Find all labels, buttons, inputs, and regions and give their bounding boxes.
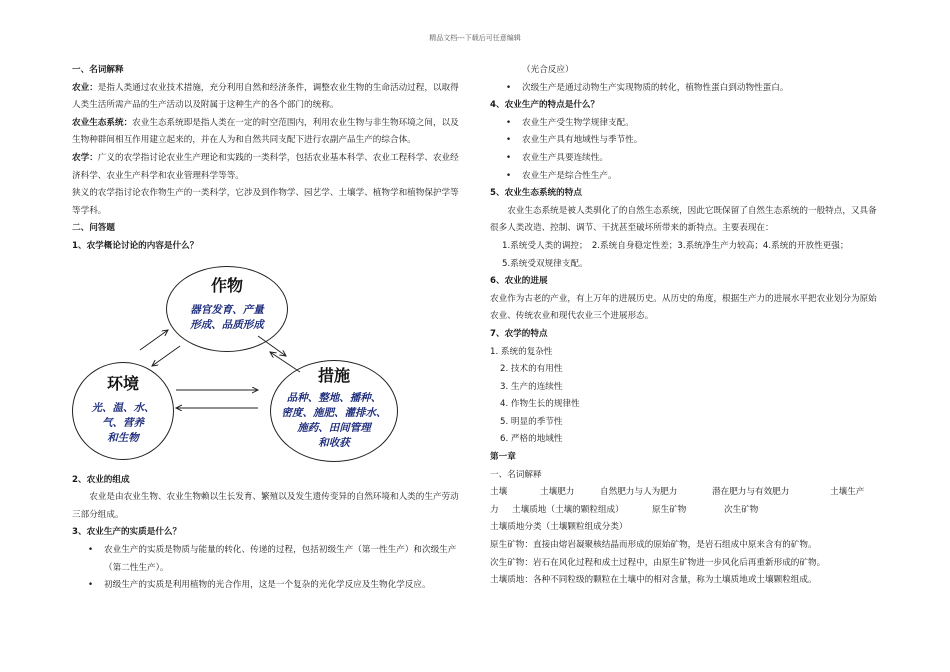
crop-title: 作物 <box>210 275 243 295</box>
measures-body-3: 施药、田间管理 <box>297 421 371 434</box>
definition-primary-mineral: 原生矿物：直接由熔岩凝聚核结晶而形成的原始矿物，是岩石组成中原来含有的矿物。 <box>490 540 817 551</box>
answer-5-paragraph: 农业生态系统是被人类驯化了的自然生态系统，因此它既保留了自然生态系统的一般特点，又具备很多人类改造、控制、调节、干扰甚至破坏所带来的新特点。主要表现在： <box>490 205 877 234</box>
photosynthesis-continued: （光合反应） <box>522 65 574 75</box>
page-header: 精品文档---下载后可任意编辑 <box>429 34 521 42</box>
environment-title: 环境 <box>106 373 139 393</box>
list-item: 5. 明显的季节性 <box>500 416 563 427</box>
list-item: • 农业生产受生物学规律支配。 <box>490 115 885 133</box>
list-item: 1. 系统的复杂性 <box>490 346 553 357</box>
list-item: 2. 技术的有用性 <box>500 364 563 375</box>
term: 土壤质地（土壤的颗粒组成） <box>512 504 624 515</box>
definition-agro-ecosystem <box>72 115 462 150</box>
left-column <box>72 62 462 595</box>
environment-body-3: 和生物 <box>107 431 139 444</box>
answer-3-bullet-1: • 农业生产的实质是物质与能量的转化、传递的过程，包括初级生产（第一性生产）和次级生产（第二性生产）。 <box>72 542 462 577</box>
term: 土壤生产 <box>830 487 865 498</box>
environment-body-2: 气、营养 <box>102 416 144 429</box>
terms-line-1 <box>490 484 885 502</box>
chapter-section-heading: 一、名词解释 <box>490 469 542 480</box>
crop-body-1: 器官发育、产量 <box>190 303 264 316</box>
definition-agronomy-narrow: 狭义的农学指讨论农作物生产的一类科学，它涉及到作物学、园艺学、土壤学、植物学和植物保护学等等学科。 <box>72 188 459 216</box>
term: 土壤 <box>490 487 508 498</box>
term: 自然肥力与人为肥力 <box>600 487 678 498</box>
list-item: • 农业生产具有地域性与季节性。 <box>490 132 885 150</box>
measures-body-4: 和收获 <box>318 436 350 449</box>
definition-agriculture <box>72 80 462 115</box>
environment-circle <box>72 362 174 460</box>
environment-body-1: 光、温、水、 <box>91 401 155 414</box>
list-item: 4. 作物生长的规律性 <box>500 399 580 410</box>
definition-soil-texture: 土壤质地：各种不同粒级的颗粒在土壤中的相对含量，称为土壤质地或土壤颗粒组成。 <box>490 575 817 586</box>
relationship-diagram <box>72 258 462 468</box>
terms-line-3: 土壤质地分类（土壤颗粒组成分类） <box>490 522 628 533</box>
question-3: 3、农业生产的实质是什么？ <box>72 527 182 538</box>
term-definition: 广义的农学指讨论农业生产理论和实践的一类科学，包括农业基本科学、农业工程科学、农业经济科学、农业生产科学和农业管理科学等等。 <box>72 152 459 181</box>
section-heading-terms: 一、名词解释 <box>72 65 124 75</box>
term-definition: 农业生态系统即是指人类在一定的时空范围内，利用农业生物与非生物环境之间，以及生物种群间相互作用建立起来的，并在人为和自然共同支配下进行农副产品生产的综合体。 <box>72 117 459 146</box>
answer-2: 农业是由农业生物、农业生物赖以生长发育、繁殖以及发生遗传变异的自然环境和人类的生产劳动三部分组成。 <box>72 492 459 520</box>
list-item: 6. 严格的地域性 <box>500 434 563 445</box>
term: 原生矿物 <box>652 504 687 515</box>
question-5: 5、农业生态系统的特点 <box>490 188 582 199</box>
definition-agronomy <box>72 150 462 185</box>
term-label: 农业生态系统： <box>72 117 133 128</box>
question-6: 6、农业的进展 <box>490 276 548 287</box>
list-item: • 农业生产是综合性生产。 <box>490 168 885 186</box>
measures-title: 措施 <box>317 365 350 385</box>
arrow-env-to-crop <box>140 330 168 350</box>
terms-line-2 <box>490 502 885 520</box>
arrow-crop-to-env <box>152 346 180 366</box>
question-7: 7、农学的特点 <box>490 328 548 339</box>
term-definition: 是指人类通过农业技术措施，充分利用自然和经济条件，调整农业生物的生命活动过程，以取得人类生活所需产品的生产活动以及附属于这种生产的各个部门的统称。 <box>72 82 459 111</box>
chapter-title: 第一章 <box>490 452 516 463</box>
term: 土壤肥力 <box>540 487 575 498</box>
term: 次生矿物 <box>724 504 759 515</box>
crop-circle <box>166 266 288 352</box>
list-item: • 农业生产具要连续性。 <box>490 150 885 168</box>
question-4: 4、农业生产的特点是什么？ <box>490 100 600 111</box>
question-1: 1、农学概论讨论的内容是什么？ <box>72 240 199 251</box>
definition-secondary-mineral: 次生矿物：岩石在风化过程和成土过程中，由原生矿物进一步风化后再重新形成的矿物。 <box>490 557 826 568</box>
measures-circle <box>270 360 398 462</box>
list-item: 3. 生产的连续性 <box>500 381 563 392</box>
secondary-production-bullet: • 次级生产是通过动物生产实现物质的转化，植物性蛋白到动物性蛋白。 <box>490 80 885 98</box>
term-label: 农学： <box>72 152 98 163</box>
measures-body-2: 密度、施肥、灌排水、 <box>281 406 387 419</box>
measures-body-1: 品种、整地、播种、 <box>286 391 382 404</box>
right-column <box>490 62 885 590</box>
answer-3-bullet-2: • 初级生产的实质是利用植物的光合作用，这是一个复杂的光化学反应及生物化学反应。 <box>72 577 462 595</box>
answer-5-line-2: 5.系统受双规律支配。 <box>502 258 588 269</box>
answer-5-line-1: 1.系统受人类的调控； 2.系统自身稳定性差；3.系统净生产力较高；4.系统的开放性更强； <box>502 240 849 251</box>
term: 力 <box>490 504 499 515</box>
term-label: 农业： <box>72 82 98 93</box>
crop-body-2: 形成、品质形成 <box>190 318 264 331</box>
question-2: 2、农业的组成 <box>72 474 130 485</box>
answer-6-paragraph: 农业作为古老的产业，有上万年的进展历史。从历史的角度，根据生产力的进展水平把农业划分为原始农业、传统农业和现代农业三个进展形态。 <box>490 293 877 322</box>
term: 潜在肥力与有效肥力 <box>712 487 790 498</box>
section-heading-qa: 二、问答题 <box>72 223 115 234</box>
